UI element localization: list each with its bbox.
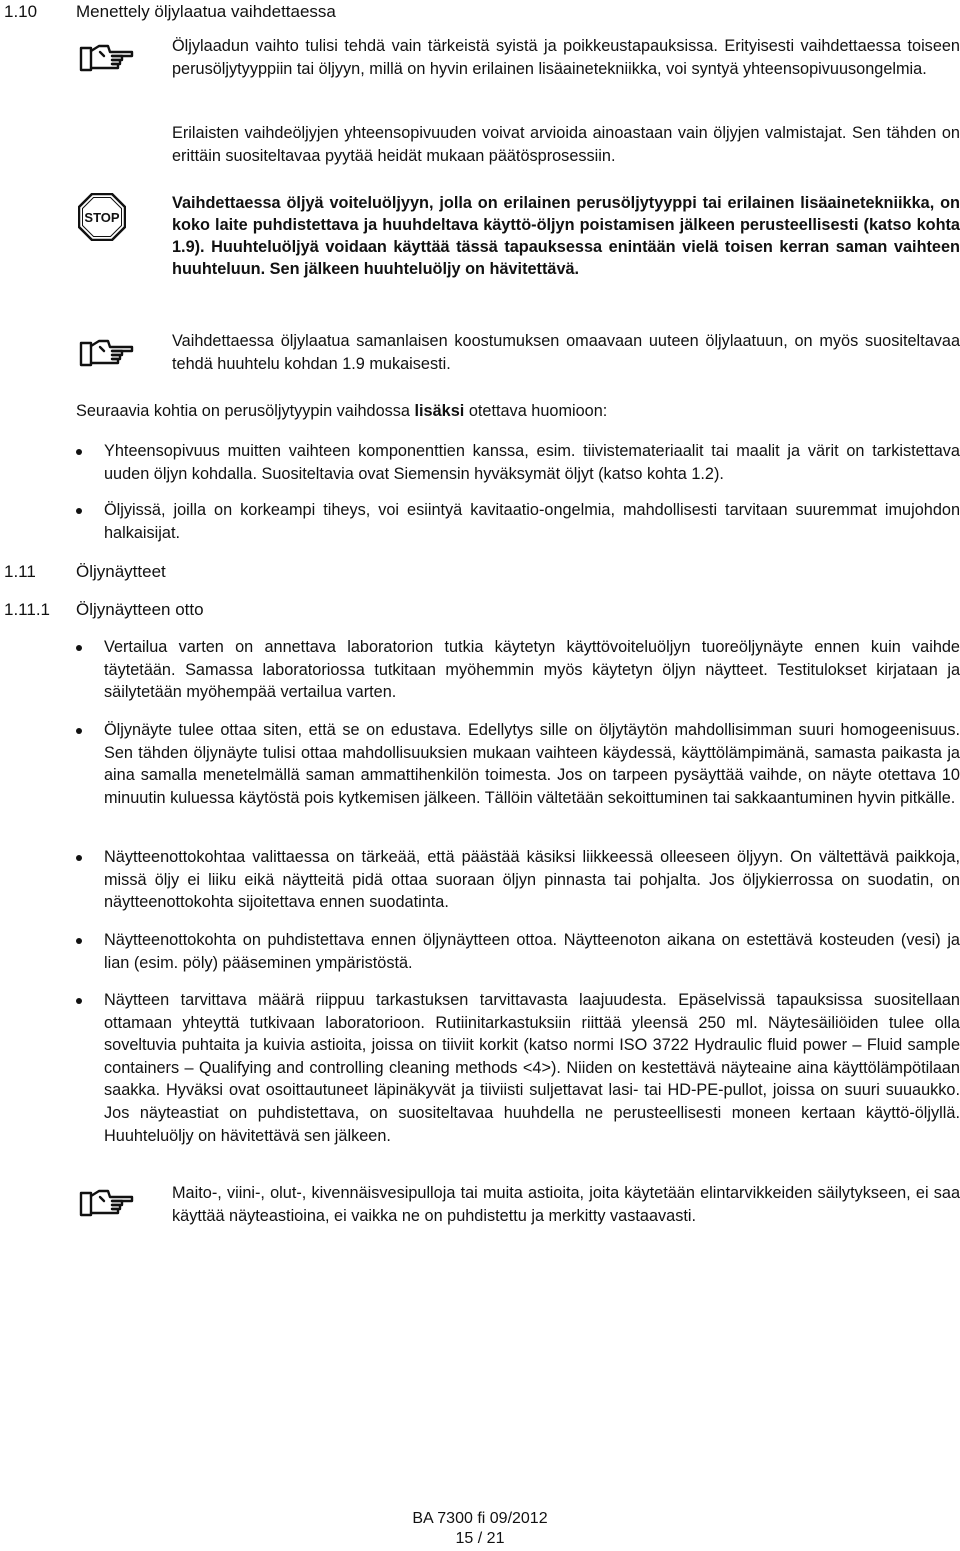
bullet-icon [76, 508, 82, 514]
list-item-text: Näytteenottokohtaa valittaessa on tärkeää, että päästää käsiksi liikkeessä olleeseen öljyyn. On vältettävä paikkoja, missä öljy ei liiku eikä näytteitä pidä ottaa suoraan öljyn pinnasta tai pohjalta. Jos öljykierrossa on suodatin, on näytteenottokohta sijoitettava ennen suodatinta. [104, 848, 960, 912]
bullet-icon [76, 645, 82, 651]
pointing-hand-icon [78, 1187, 136, 1219]
section-number: 1.11.1 [4, 600, 51, 619]
note-paragraph-4: Vaihdettaessa öljylaatua samanlaisen koostumuksen omaavaan uuteen öljylaatuun, on myös suositeltavaa tehdä huuhtelu kohdan 1.9 mukaisesti. [172, 332, 960, 373]
stop-sign-label: STOP [84, 210, 120, 225]
section-number: 1.10 [4, 2, 38, 21]
pointing-hand-icon [78, 42, 136, 74]
intro-text-bold: lisäksi [414, 402, 465, 420]
intro-text-after: otettava huomioon: [464, 402, 608, 420]
section-heading-1-11-1 [4, 599, 204, 621]
list-item-text: Näytteenottokohta on puhdistettava ennen öljynäytteen ottoa. Näytteenoton aikana on estettävä kosteuden (vesi) ja lian (esim. pöly) pääseminen ympäristöstä. [104, 931, 960, 972]
list-item-text: Näytteen tarvittava määrä riippuu tarkastuksen tarvittavasta laajuudesta. Epäselvissä tapauksissa suositellaan ottamaan yhteyttä tutkivaan laboratorioon. Rutiinitarkastuksiin riittää yleensä 250 ml. Näytesäiliöiden tulee olla soveltuvia puhtaita ja kuivia astioita, joissa on tiiviit korkit (katso normi ISO 3722 Hydraulic fluid power – Fluid sample containers – Qualifying and controlling cleaning methods <4>). Niiden on kestettävä näyteaine aina käyttölämpötilaan saakka. Hyväksi ovat osoittautuneet läpinäkyvät ja tiiviisti suljettavat lasi- tai HD-PE-pullot, joissa on suuri suuaukko. Jos näyteastiat on puhdistettava, on suositeltavaa huuhdella ne perusteellisesti moneen kertaan käyttö-öljyllä. Huuhteluöljy on hävitettävä sen jälkeen. [104, 991, 960, 1145]
list-item-text: Yhteensopivuus muitten vaihteen komponenttien kanssa, esim. tiivistemateriaalit tai maalit ja värit on tarkistettava uuden öljyn kohdalla. Suositeltavia ovat Siemensin hyväksymät öljyt (katso kohta 1.2). [104, 442, 960, 483]
intro-text-before: Seuraavia kohtia on perusöljytyypin vaihdossa [76, 402, 415, 420]
footer-document-id: BA 7300 fi 09/2012 [412, 1510, 548, 1527]
bullet-icon [76, 728, 82, 734]
section-number: 1.11 [4, 562, 36, 581]
bullet-icon [76, 998, 82, 1004]
list-item-text: Vertailua varten on annettava laboratorion tutkia käytetyn käyttövoiteluöljyn tuoreöljynäyte ennen kuin vaihde täytetään. Samassa laboratoriossa tutkitaan myöhemmin myös käytetyn öljyn näytteet. Testitulokset kirjataan ja säilytetään myöhempää vertailua varten. [104, 638, 960, 702]
stop-sign-icon [78, 193, 126, 241]
bullet-icon [76, 938, 82, 944]
section-heading-1-11 [4, 561, 166, 583]
footer-page-number: 15 / 21 [455, 1530, 505, 1547]
section-heading-1-10 [4, 1, 336, 23]
section-title: Öljynäytteen otto [76, 600, 204, 619]
section-title: Öljynäytteet [76, 562, 166, 581]
bullet-icon [76, 855, 82, 861]
note-paragraph-final: Maito-, viini-, olut-, kivennäisvesipulloja tai muita astioita, joita käytetään elintarvikkeiden säilytykseen, ei saa käyttää näyteastioina, ei vaikka ne on puhdistettu ja merkitty vastaavasti. [172, 1184, 960, 1225]
note-paragraph-2: Erilaisten vaihdeöljyjen yhteensopivuuden voivat arvioida ainoastaan vain öljyjen valmistajat. Sen tähden on erittäin suositeltavaa pyytää heidät mukaan päätösprosessiin. [172, 124, 960, 165]
bullet-icon [76, 449, 82, 455]
intro-sentence [76, 400, 960, 423]
pointing-hand-icon [78, 337, 136, 369]
list-item-text: Öljynäyte tulee ottaa siten, että se on edustava. Edellytys sille on öljytäytön mahdollisimman suuri homogeenisuus. Sen tähden öljynäyte tulisi ottaa mahdollisuuksien mukaan vaihteen käydessä, käyttölämpimänä, samasta paikasta ja aina samalla menetelmällä saman ammattihenkilön toimesta. Jos on tarpeen pysäyttää vaihde, on näyte otettava 10 minuutin kuluessa käytöstä pois kytkemisen jälkeen. Tällöin vältetään sekoittuminen tai sakkaantuminen hyvin pitkälle. [104, 721, 960, 807]
section-title: Menettely öljylaatua vaihdettaessa [76, 2, 336, 21]
list-item-text: Öljyissä, joilla on korkeampi tiheys, voi esiintyä kavitaatio-ongelmia, mahdollisesti tarvitaan suuremmat imujohdon halkaisijat. [104, 501, 960, 542]
note-paragraph-1: Öljylaadun vaihto tulisi tehdä vain tärkeistä syistä ja poikkeustapauksissa. Erityisesti vaihdettaessa toiseen perusöljytyyppiin tai öljyyn, millä on hyvin erilainen lisäainetekniikka, voi syntyä yhteensopivuusongelmia. [172, 37, 960, 78]
warning-paragraph: Vaihdettaessa öljyä voiteluöljyyn, jolla on erilainen perusöljytyyppi tai erilainen lisäainetekniikka, on koko laite puhdistettava ja huuhdeltava käyttö-öljyn poistamisen jälkeen perusteellisesti (katso kohta 1.9). Huuhteluöljyä voidaan käyttää tässä tapauksessa enintään vielä toisen kerran saman vaihteen huuhteluun. Sen jälkeen huuhteluöljy on hävitettävä. [172, 194, 960, 278]
